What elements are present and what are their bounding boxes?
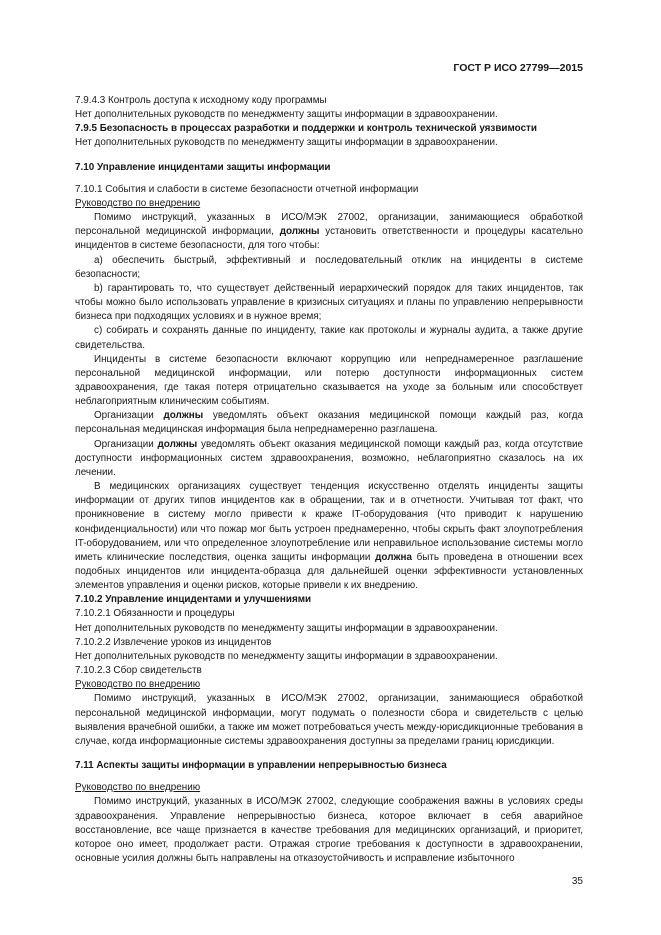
paragraph: В медицинских организациях существует тенденция искусственно отделять инциденты защиты информации от других типов инцидентов как в обращении, так и в отчетности. Учитывая тот факт, что проникновение в систему могло привести к краже IT-оборудования (что приводит к нарушению конфиденциальности) или что пожар мог быть устроен преднамеренно, чтобы скрыть факт злоупотребления IT-оборудованием, или что определенное злоупотребление или неправильное использование системы могло иметь клинические последствия, оценка защиты информации должна быть проведена в отношении всех подобных инцидентов или инцидента-образца для дальнейшей оценки эффективности установленных элементов управления и оценки рисков, которые привели к их внедрению. [75,481,583,592]
paragraph: Помимо инструкций, указанных в ИСО/МЭК 27002, организации, занимающиеся обработкой персональной медицинской информации, могут подумать о полезности сбора и свидетельств с целью выявления врачебной ошибки, а также им может потребоваться учесть между-юрисдикционные требования в случае, когда информационные системы здравоохранения доступны за пределами границ юрисдикции. [75,693,583,747]
clause-7-10-2-2: 7.10.2.2 Извлечение уроков из инцидентов [75,636,272,648]
section-heading-7-11: 7.11 Аспекты защиты информации в управлении непрерывностью бизнеса [75,760,447,772]
list-item-a: a) обеспечить быстрый, эффективный и последовательный отклик на инциденты в системе безопасности; [75,254,583,280]
paragraph: Организации должны уведомлять объект оказания медицинской помощи каждый раз, когда отсутствие доступности информационных систем здравоохранения, возможно, неблагоприятно сказалось на их лечении. [75,438,583,478]
paragraph: Помимо инструкций, указанных в ИСО/МЭК 27002, следующие соображения важны в условиях среды здравоохранения. Управление непрерывностью бизнеса, которое включает в себя аварийное восстановление, все чаще признается в качестве требования для медицинских организаций, и приоритет, которое оно имеет, продолжает расти. Отражая строгие требования к доступности в здравоохранении, основные усилия должны быть направлены на отказоустойчивость и исправление избыточного [75,796,583,864]
document-header: ГОСТ Р ИСО 27799—2015 [453,62,583,74]
guidance-label: Руководство по внедрению [75,197,201,209]
paragraph: Нет дополнительных руководств по менеджменту защиты информации в здравоохранении. [75,109,498,121]
paragraph: Помимо инструкций, указанных в ИСО/МЭК 27002, организации, занимающиеся обработкой персональной медицинской информации, должны установить ответственности и процедуры касательно инцидентов в системе безопасности, для того чтобы: [75,212,583,252]
paragraph: Нет дополнительных руководств по менеджменту защиты информации в здравоохранении. [75,137,498,149]
document-body [75,94,583,866]
paragraph: Организации должны уведомлять объект оказания медицинской помощи каждый раз, когда персональная медицинская информация была непреднамеренно разглашена. [75,410,583,436]
paragraph: Инциденты в системе безопасности включают коррупцию или непреднамеренное разглашение персональной медицинской информации, или потерю доступности информационных систем здравоохранения, где такая потеря отрицательно сказывается на уходе за больным или способствует неблагоприятным клиническим событиям. [75,353,583,408]
clause-7-10-2: 7.10.2 Управление инцидентами и улучшениями [75,594,312,606]
clause-7-10-2-3: 7.10.2.3 Сбор свидетельств [75,665,202,677]
document-page [75,0,583,935]
paragraph: Нет дополнительных руководств по менеджменту защиты информации в здравоохранении. [75,622,498,634]
clause-7-9-4-3: 7.9.4.3 Контроль доступа к исходному коду программы [75,95,327,106]
section-heading-7-10: 7.10 Управление инцидентами защиты информации [75,161,331,173]
clause-7-10-1: 7.10.1 События и слабости в системе безопасности отчетной информации [75,183,419,195]
page-number: 35 [571,876,583,887]
list-item-b: b) гарантировать то, что существует действенный иерархический порядок для таких инцидентов, так чтобы можно было использовать управление в кризисных ситуациях и планы по управлению непрерывности бизнеса при подходящих условиях и в нужное время; [75,282,583,323]
clause-7-9-5: 7.9.5 Безопасность в процессах разработки и поддержки и контроль технической уязвимости [75,123,537,135]
guidance-label: Руководство по внедрению [75,679,201,691]
guidance-label: Руководство по внедрению [75,782,201,794]
list-item-c: c) собирать и сохранять данные по инциденту, такие как протоколы и журналы аудита, а также другие свидетельства. [75,325,583,351]
clause-7-10-2-1: 7.10.2.1 Обязанности и процедуры [75,608,235,620]
paragraph: Нет дополнительных руководств по менеджменту защиты информации в здравоохранении. [75,650,498,662]
